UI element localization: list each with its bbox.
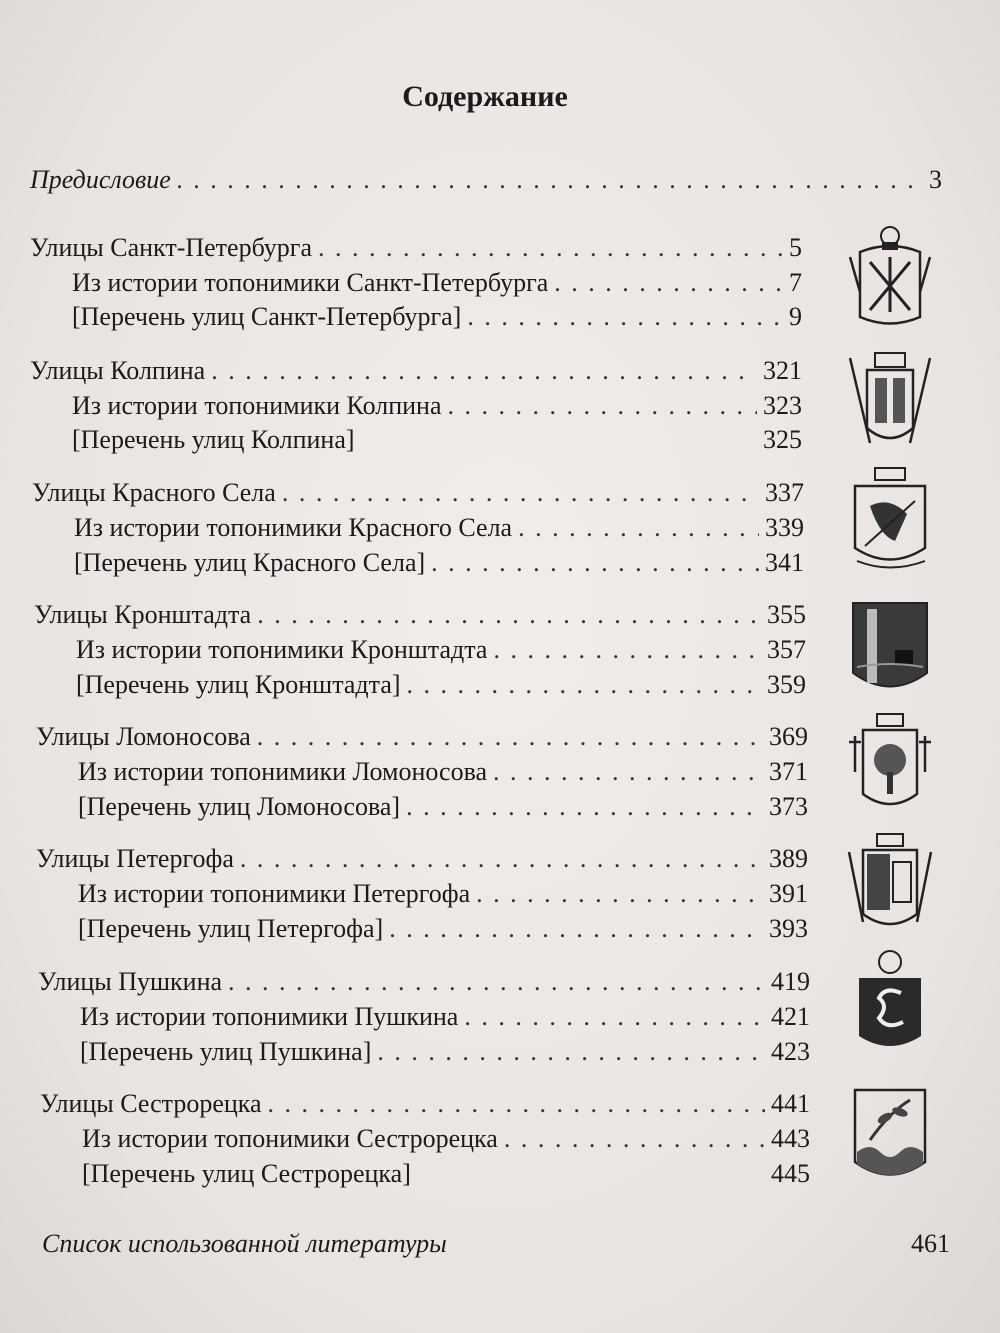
toc-page-number: 325 [763,425,802,454]
toc-entry-sub [72,267,802,299]
leader-dots [467,301,783,333]
sestroretsk-coat-of-arms-icon [845,1082,935,1192]
leader-dots [318,232,783,264]
toc-page-number: 441 [771,1089,810,1118]
toc-page-number: 461 [911,1229,950,1258]
toc-page-number: 371 [769,757,808,786]
krasnoe-selo-coat-of-arms-icon [845,466,935,576]
leader-dots [493,756,763,788]
toc-entry-main [34,599,806,631]
leader-dots [257,721,763,753]
toc-entry-label: [Перечень улиц Колпина] [72,425,355,454]
kronstadt-coat-of-arms-icon [845,595,935,705]
toc-entry-label: Улицы Сестрорецка [40,1089,262,1118]
toc-entry-label: Улицы Ломоносова [36,722,251,751]
page-title: Содержание [402,80,568,113]
toc-entry-sub [78,913,808,945]
toc-page-number: 323 [763,391,802,420]
toc-entry-sub [72,424,802,456]
leader-dots [554,267,783,299]
leader-dots [240,843,763,875]
toc-entry-label: Из истории топонимики Петергофа [78,879,471,908]
toc-entry-label: Улицы Красного Села [32,478,276,507]
leader-dots [228,966,765,998]
leader-dots [389,913,763,945]
leader-dots [406,791,763,823]
toc-entry-label: Из истории топонимики Колпина [72,391,442,420]
toc-entry-main [36,721,808,753]
toc-entry-label: [Перечень улиц Пушкина] [80,1037,372,1066]
leader-dots [447,390,757,422]
leader-dots [464,1001,765,1033]
toc-entry-sub [82,1123,810,1155]
toc-page-number: 337 [765,478,804,507]
toc-page-number: 423 [771,1037,810,1066]
toc-page-number: 443 [771,1124,810,1153]
toc-page-number: 9 [789,302,802,331]
toc-entry-main [38,966,810,998]
toc-page-number: 339 [765,513,804,542]
toc-entry-label: Улицы Колпина [30,356,206,385]
leader-dots [518,512,759,544]
lomonosov-coat-of-arms-icon [845,712,935,822]
toc-page-number: 393 [769,914,808,943]
toc-entry-label: Улицы Пушкина [38,967,223,996]
toc-page-number: 421 [771,1002,810,1031]
toc-entry-label: Улицы Кронштадта [34,600,252,629]
leader-dots [268,1088,765,1120]
toc-entry-sub [78,756,808,788]
toc-page-number: 359 [767,670,806,699]
toc-page-number: 391 [769,879,808,908]
toc-entry-label: [Перечень улиц Петергофа] [78,914,384,943]
toc-entry-bibliography [42,1228,950,1260]
toc-entry-label: [Перечень улиц Санкт-Петербурга] [72,302,462,331]
toc-entry-sub [76,669,806,701]
toc-page-number: 357 [767,635,806,664]
toc-page-number: 321 [763,356,802,385]
toc-entry-label: [Перечень улиц Кронштадта] [76,670,401,699]
toc-page-number: 445 [771,1159,810,1188]
toc-entry-sub [76,634,806,666]
toc-entry-label: Предисловие [30,165,171,194]
toc-page-number: 373 [769,792,808,821]
leader-dots [504,1123,765,1155]
toc-entry-main [32,477,804,509]
toc-entry-sub [74,547,804,579]
toc-entry-label: [Перечень улиц Сестрорецка] [82,1159,411,1188]
leader-dots [377,1036,765,1068]
leader-dots [493,634,761,666]
leader-dots [177,164,923,196]
leader-dots [431,547,759,579]
toc-entry-label: Из истории топонимики Сестрорецка [82,1124,498,1153]
toc-entry-label: Из истории топонимики Санкт-Петербурга [72,268,549,297]
toc-entry-sub [72,390,802,422]
toc-entry-sub [80,1001,810,1033]
kolpino-coat-of-arms-icon [845,348,935,458]
toc-entry-label: Улицы Петергофа [36,844,234,873]
toc-page-number: 419 [771,967,810,996]
toc-entry-preface [30,164,942,196]
toc-page-number: 5 [789,233,802,262]
toc-page-number: 341 [765,548,804,577]
toc-entry-sub [78,878,808,910]
toc-entry-sub [80,1036,810,1068]
toc-entry-label: Из истории топонимики Красного Села [74,513,513,542]
toc-page-number: 7 [789,268,802,297]
toc-page-number: 3 [929,165,942,194]
leader-dots [407,669,761,701]
toc-entry-label: Улицы Санкт-Петербурга [30,233,313,262]
peterhof-coat-of-arms-icon [845,832,935,942]
toc-entry-main [30,355,802,387]
toc-entry-label: Из истории топонимики Пушкина [80,1002,459,1031]
toc-entry-sub [78,791,808,823]
toc-entry-main [40,1088,810,1120]
leader-dots [211,355,757,387]
toc-entry-main [30,232,802,264]
leader-dots [476,878,763,910]
toc-entry-label: Из истории топонимики Кронштадта [76,635,488,664]
toc-entry-label: [Перечень улиц Красного Села] [74,548,426,577]
toc-page-number: 355 [767,600,806,629]
saint-petersburg-coat-of-arms-icon [845,222,935,332]
toc-entry-sub [72,301,802,333]
toc-entry-sub [74,512,804,544]
toc-page-number: 369 [769,722,808,751]
toc-entry-label: [Перечень улиц Ломоносова] [78,792,401,821]
toc-entry-main [36,843,808,875]
toc-entry-sub [82,1158,810,1190]
toc-entry-label: Список использованной литературы [42,1229,447,1258]
pushkin-coat-of-arms-icon [845,948,935,1058]
toc-page-number: 389 [769,844,808,873]
leader-dots [257,599,761,631]
toc-entry-label: Из истории топонимики Ломоносова [78,757,488,786]
leader-dots [282,477,759,509]
